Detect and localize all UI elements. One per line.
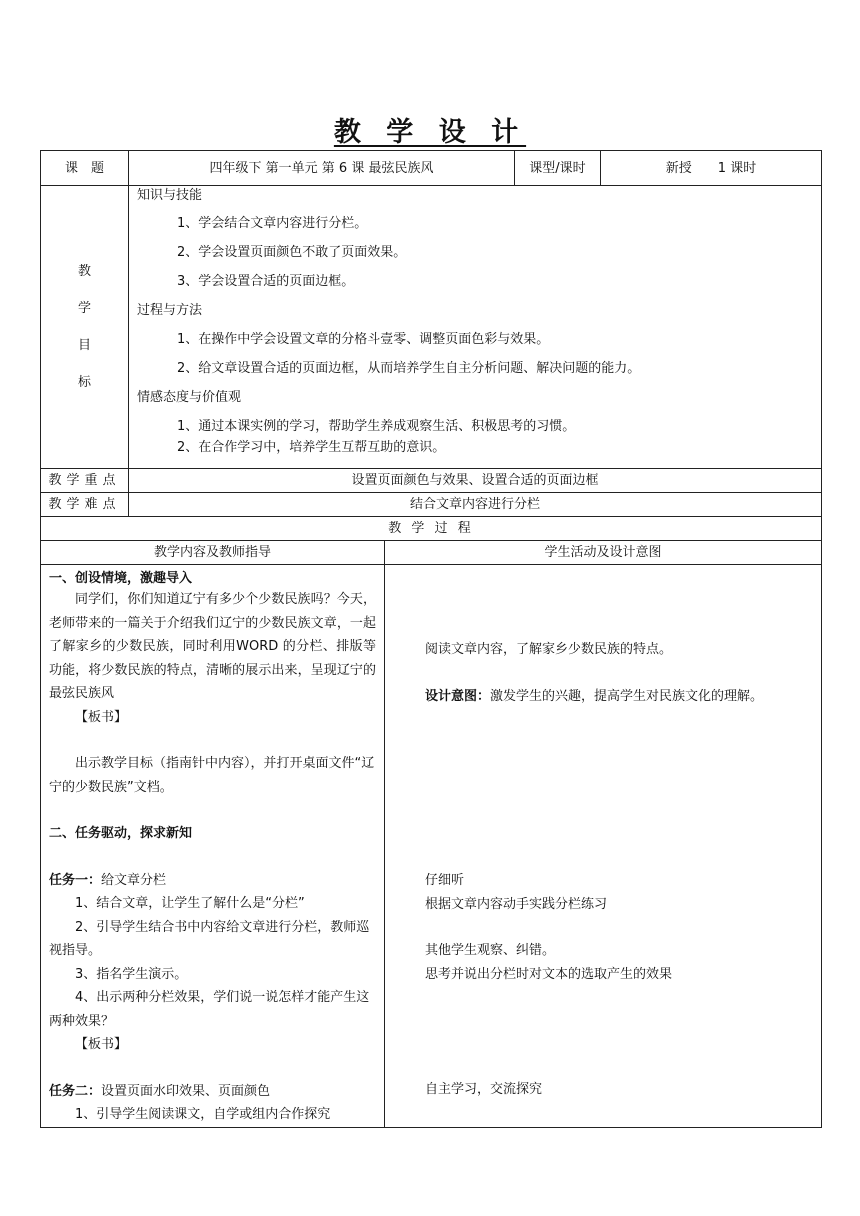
objective-item: 1、在操作中学会设置文章的分格斗壹零、调整页面色彩与效果。 [177, 332, 550, 347]
task-title [49, 1080, 376, 1104]
topic-value: 四年级下 第一单元 第 6 课 最弦民族风 [129, 151, 515, 186]
section-title: 二、任务驱动，探求新知 [49, 826, 193, 841]
process-col-left: 教学内容及教师指导 [41, 541, 385, 565]
objectives-label-char: 教 [77, 264, 91, 279]
process-content-row [41, 565, 822, 1128]
design-intent-text: 激发学生的兴趣，提高学生对民族文化的理解。 [490, 688, 764, 704]
header-row [41, 151, 822, 186]
activity-text: 思考并说出分栏时对文本的选取产生的效果 [425, 966, 673, 982]
task-step: 2、引导学生结合书中内容给文章进行分栏，教师巡视指导。 [49, 919, 370, 958]
design-intent-prefix: 设计意图： [425, 688, 491, 704]
objective-item: 1、通过本课实例的学习，帮助学生养成观察生活、积极思考的习惯。 [177, 419, 576, 434]
activity-text: 阅读文章内容，了解家乡少数民族的特点。 [425, 642, 673, 657]
paragraph: 同学们，你们知道辽宁有多少个少数民族吗？今天，老师带来的一篇关于介绍我们辽宁的少数民族文章，一起了解家乡的少数民族，同时利用WORD 的分栏、排版等功能，将少数民族的特点，清晰的展示出来，呈现辽宁的最弦民族风 [49, 592, 376, 701]
objectives-content [129, 186, 822, 469]
task-title [49, 869, 376, 893]
objective-item: 1、学会结合文章内容进行分栏。 [177, 216, 368, 231]
task-prefix: 任务二： [49, 1083, 102, 1099]
objectives-row [41, 186, 822, 469]
process-col-right: 学生活动及设计意图 [385, 541, 822, 565]
key-point-value: 设置页面颜色与效果、设置合适的页面边框 [129, 469, 822, 493]
key-point-row [41, 469, 822, 493]
task-prefix: 任务一： [49, 872, 102, 888]
objective-item: 2、学会设置页面颜色不敢了页面效果。 [177, 245, 407, 260]
type-value: 新授 1 课时 [601, 151, 822, 186]
board-note: 【板书】 [75, 709, 128, 725]
task-step: 4、出示两种分栏效果，学们说一说怎样才能产生这两种效果？ [49, 990, 370, 1029]
objectives-label-char: 标 [77, 375, 91, 390]
teacher-content [41, 565, 385, 1128]
process-header-row [41, 541, 822, 565]
type-label: 课型/课时 [515, 151, 601, 186]
task-step: 1、结合文章，让学生了解什么是“分栏” [75, 896, 305, 911]
objectives-label-char: 目 [77, 338, 91, 353]
activity-text: 仔细听 [425, 873, 465, 888]
objectives-label-char: 学 [77, 301, 91, 316]
objective-item: 2、给文章设置合适的页面边框，从而培养学生自主分析问题、解决问题的能力。 [177, 361, 641, 376]
topic-label: 课 题 [41, 151, 129, 186]
page-title: 教 学 设 计 [333, 117, 527, 148]
board-note: 【板书】 [75, 1037, 128, 1052]
lesson-plan-table [40, 150, 821, 1128]
task-step: 3、指名学生演示。 [75, 966, 188, 982]
task-step: 1、引导学生阅读课文，自学或组内合作探究 [75, 1107, 331, 1122]
difficulty-value: 结合文章内容进行分栏 [129, 493, 822, 517]
objective-heading: 知识与技能 [137, 188, 203, 203]
task-text: 设置页面水印效果、页面颜色 [101, 1083, 271, 1099]
difficulty-row [41, 493, 822, 517]
objective-item: 2、在合作学习中，培养学生互帮互助的意识。 [177, 440, 446, 455]
section-title: 一、创设情境，激趣导入 [49, 571, 193, 586]
process-title: 教 学 过 程 [41, 517, 822, 541]
objective-heading: 情感态度与价值观 [137, 390, 242, 405]
difficulty-label: 教学难点 [41, 493, 129, 517]
activity-text: 其他学生观察、纠错。 [425, 943, 556, 958]
objective-heading: 过程与方法 [137, 303, 203, 318]
objectives-label [41, 186, 129, 469]
process-title-row [41, 517, 822, 541]
paragraph: 出示教学目标（指南针中内容），并打开桌面文件“辽宁的少数民族”文档。 [49, 756, 375, 795]
activity-text: 根据文章内容动手实践分栏练习 [425, 896, 608, 912]
task-text: 给文章分栏 [101, 872, 167, 888]
activity-text: 自主学习，交流探究 [425, 1082, 543, 1097]
key-point-label: 教学重点 [41, 469, 129, 493]
objective-item: 3、学会设置合适的页面边框。 [177, 274, 355, 289]
design-intent [425, 685, 813, 709]
student-activity [385, 565, 822, 1128]
